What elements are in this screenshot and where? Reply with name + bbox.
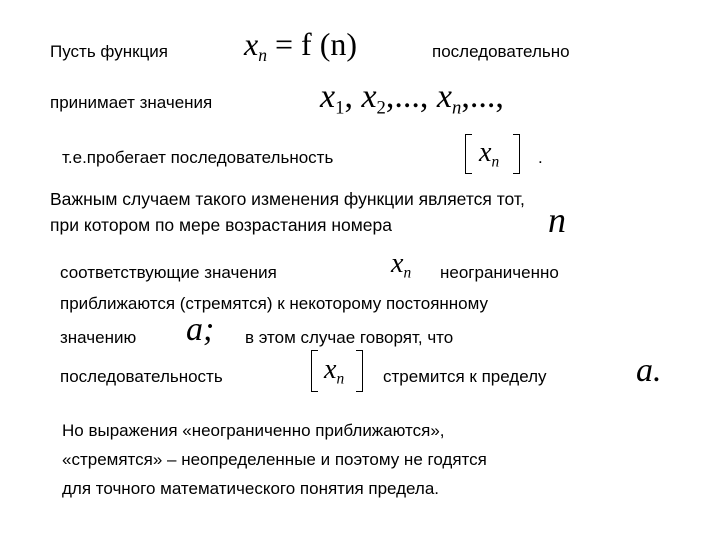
but-line3: для точного математического понятия предела. bbox=[62, 479, 440, 498]
brace-right-2 bbox=[356, 350, 363, 392]
corresponding-values: соответствующие значения bbox=[60, 263, 277, 282]
values-label: принимает значения bbox=[50, 93, 213, 112]
seq-sub-1: 1 bbox=[335, 97, 345, 119]
unbounded-text: неограниченно bbox=[440, 263, 559, 282]
seq-comma-1: , bbox=[344, 78, 353, 115]
limit-a-semicolon: a; bbox=[186, 311, 215, 348]
formula-sub: n bbox=[258, 45, 267, 66]
seq-comma-3: ,..., bbox=[461, 78, 504, 115]
seq-comma-2: ,..., bbox=[385, 78, 429, 115]
function-formula bbox=[244, 28, 357, 65]
seq-var-sub: n bbox=[491, 153, 500, 171]
case-text: в этом случае говорят, что bbox=[245, 328, 454, 347]
intro-text: Пусть функция bbox=[50, 42, 168, 61]
values-xn bbox=[391, 250, 411, 281]
seq-x1: x bbox=[320, 78, 336, 115]
intro-tail: последовательно bbox=[432, 42, 570, 61]
formula-eq: = f (n) bbox=[275, 26, 358, 62]
seq-sub-2: 2 bbox=[376, 97, 386, 119]
brace-right bbox=[513, 134, 520, 174]
formula-var: x bbox=[244, 26, 259, 62]
sequence-text: т.е.пробегает последовательность bbox=[62, 148, 334, 167]
important-case-line1: Важным случаем такого изменения функции является тот, bbox=[50, 189, 525, 209]
seq2-var: x bbox=[324, 354, 337, 385]
approach-text: приближаются (стремятся) к некоторому постоянному bbox=[60, 294, 489, 313]
seq-xn: x bbox=[436, 78, 452, 115]
important-case-line2: при котором по мере возрастания номера bbox=[50, 215, 392, 235]
values-sequence bbox=[320, 80, 504, 118]
brace-left bbox=[465, 134, 472, 174]
sequence-label: последовательность bbox=[60, 367, 223, 386]
brace-left-2 bbox=[311, 350, 318, 392]
seq2-var-sub: n bbox=[336, 370, 345, 388]
values-var-sub: n bbox=[403, 264, 412, 282]
limit-a-period: a. bbox=[636, 352, 662, 389]
seq-x2: x bbox=[361, 78, 377, 115]
sequence-xn-2 bbox=[324, 356, 344, 387]
number-n: n bbox=[548, 200, 566, 240]
values-var: x bbox=[391, 248, 404, 279]
seq-sub-n: n bbox=[451, 97, 462, 119]
but-line1: Но выражения «неограниченно приближаются», bbox=[62, 421, 445, 440]
tends-text: стремится к пределу bbox=[383, 367, 547, 386]
sequence-dot: . bbox=[538, 148, 543, 167]
value-label: значению bbox=[60, 328, 137, 347]
seq-var: x bbox=[479, 137, 492, 168]
sequence-xn bbox=[479, 139, 499, 170]
but-line2: «стремятся» – неопределенные и поэтому не годятся bbox=[62, 450, 487, 469]
